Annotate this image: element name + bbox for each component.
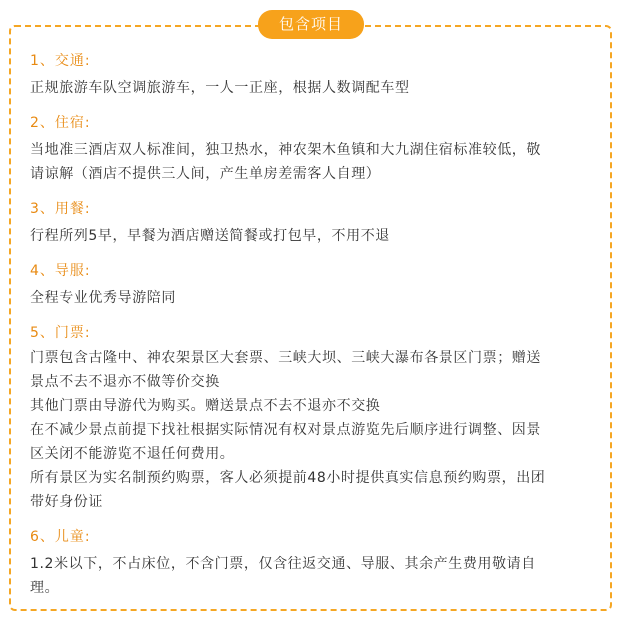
section-line: 理。	[30, 580, 60, 596]
section-line: 所有景区为实名制预约购票，客人必须提前48小时提供真实信息预约购票，出团	[30, 470, 546, 486]
section-title: 3、用餐:	[30, 201, 91, 217]
section-title: 4、导服:	[30, 263, 91, 279]
section-title: 5、门票:	[30, 325, 91, 341]
section-title: 2、住宿:	[30, 115, 91, 131]
section-children	[30, 527, 602, 600]
content-body	[30, 50, 602, 600]
section-line: 其他门票由导游代为购买。赠送景点不去不退亦不交换	[30, 398, 381, 414]
section-title: 1、交通:	[30, 53, 91, 69]
section-line: 在不减少景点前提下找社根据实际情况有权对景点游览先后顺序进行调整、因景	[30, 422, 541, 438]
section-accommodation	[30, 113, 602, 186]
section-line: 带好身份证	[30, 494, 103, 510]
section-line: 全程专业优秀导游陪同	[30, 290, 176, 306]
section-line: 景点不去不退亦不做等价交换	[30, 374, 220, 390]
section-line: 行程所列5早，早餐为酒店赠送简餐或打包早，不用不退	[30, 228, 390, 244]
section-line: 区关闭不能游览不退任何费用。	[30, 446, 235, 462]
section-transport	[30, 51, 602, 100]
section-line: 正规旅游车队空调旅游车，一人一正座，根据人数调配车型	[30, 80, 410, 96]
section-line: 当地准三酒店双人标准间，独卫热水，神农架木鱼镇和大九湖住宿标准较低，敬	[30, 142, 541, 158]
section-line: 1.2米以下，不占床位，不含门票，仅含往返交通、导服、其余产生费用敬请自	[30, 556, 536, 572]
section-tickets	[30, 323, 602, 514]
section-title: 6、儿童:	[30, 529, 91, 545]
section-header-badge: 包含项目	[258, 10, 364, 39]
section-guide	[30, 261, 602, 310]
section-line: 请谅解（酒店不提供三人间，产生单房差需客人自理）	[30, 166, 381, 182]
section-line: 门票包含古隆中、神农架景区大套票、三峡大坝、三峡大瀑布各景区门票；赠送	[30, 350, 541, 366]
section-meals	[30, 199, 602, 248]
